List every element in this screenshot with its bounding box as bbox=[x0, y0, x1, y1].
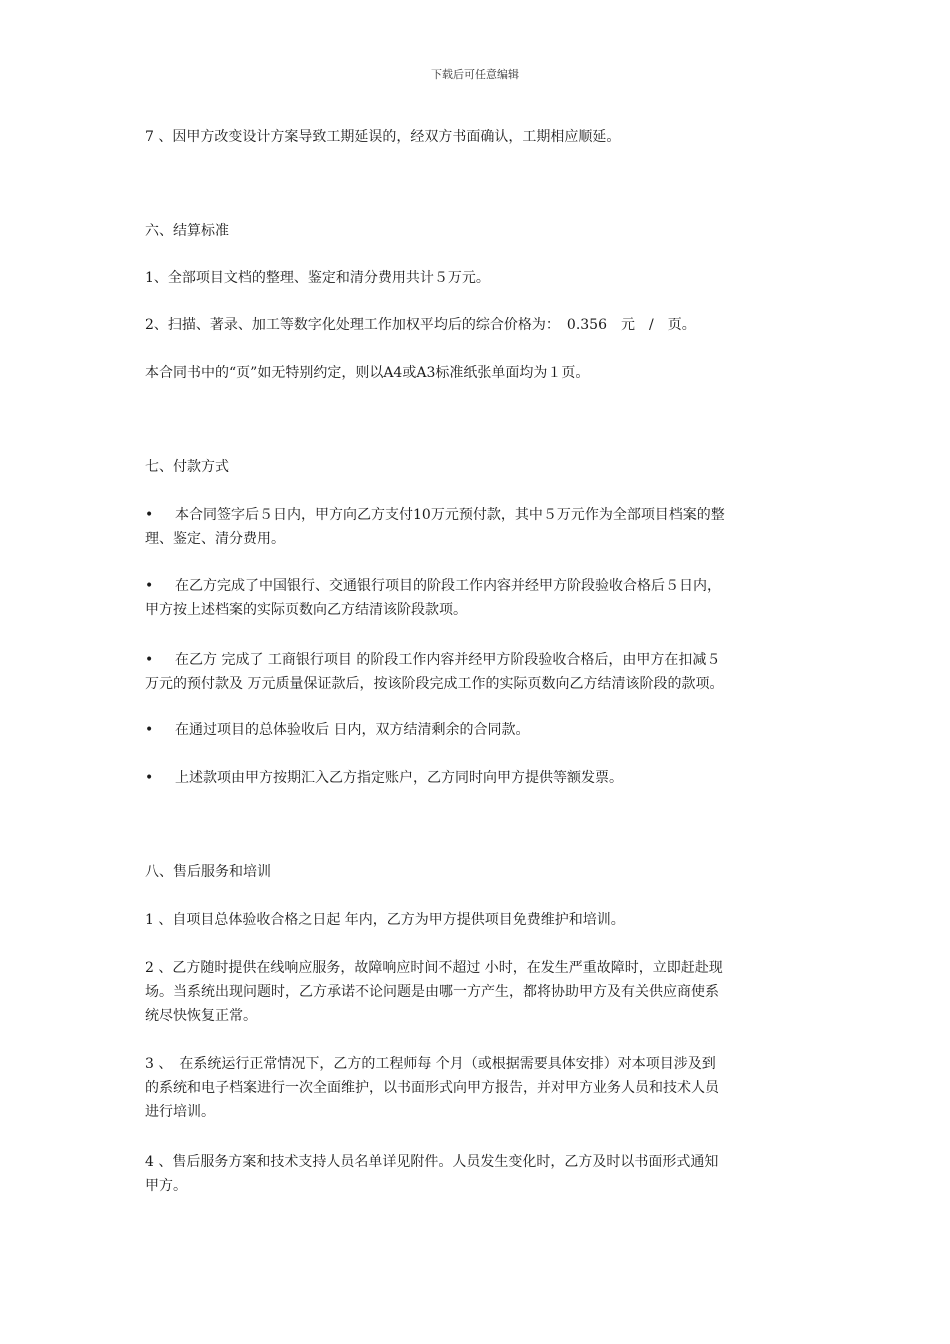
clause-8-2-line-2: 场。当系统出现问题时，乙方承诺不论问题是由哪一方产生，都将协助甲方及有关供应商使系 bbox=[145, 984, 719, 1000]
bullet-icon: • bbox=[145, 770, 154, 786]
clause-8-3-line-2: 的系统和电子档案进行一次全面维护，以书面形式向甲方报告，并对甲方业务人员和技术人员 bbox=[145, 1080, 719, 1096]
bullet-icon: • bbox=[145, 652, 154, 668]
clause-8-4-line-1: 4 、售后服务方案和技术支持人员名单详见附件。人员发生变化时，乙方及时以书面形式通知 bbox=[145, 1154, 719, 1170]
payment-item-1: • 本合同签字后５日内，甲方向乙方支付10万元预付款，其中５万元作为全部项目档案的整 理、鉴定、清分费用。 bbox=[145, 503, 810, 551]
bullet-icon: • bbox=[145, 722, 154, 738]
section-6-title: 六、结算标准 bbox=[145, 223, 229, 239]
clause-6-note: 本合同书中的“页”如无特别约定，则以A4或A3标准纸张单面均为１页。 bbox=[145, 365, 590, 381]
clause-8-3-line-1: 3 、 在系统运行正常情况下，乙方的工程师每 个月（或根据需要具体安排）对本项目涉及到 bbox=[145, 1056, 716, 1072]
clause-5-7: 7 、因甲方改变设计方案导致工期延误的，经双方书面确认，工期相应顺延。 bbox=[145, 129, 621, 145]
bullet-icon: • bbox=[145, 578, 154, 594]
clause-8-4-line-2: 甲方。 bbox=[145, 1178, 187, 1194]
clause-8-3-line-3: 进行培训。 bbox=[145, 1104, 215, 1120]
payment-item-2: • 在乙方完成了中国银行、交通银行项目的阶段工作内容并经甲方阶段验收合格后５日内， 甲方按上述档案的实际页数向乙方结清该阶段款项。 bbox=[145, 574, 810, 622]
bullet-icon: • bbox=[145, 507, 154, 523]
payment-item-3: • 在乙方 完成了 工商银行项目 的阶段工作内容并经甲方阶段验收合格后，由甲方在扣减５ 万元的预付款及 万元质量保证款后，按该阶段完成工作的实际页数向乙方结清该阶段的款项。 bbox=[145, 648, 810, 696]
clause-8-2-line-1: 2 、乙方随时提供在线响应服务，故障响应时间不超过 小时，在发生严重故障时，立即赶赴现 bbox=[145, 960, 723, 976]
clause-6-1: 1、全部项目文档的整理、鉴定和清分费用共计５万元。 bbox=[145, 270, 490, 286]
page-header: 下载后可任意编辑 bbox=[431, 68, 519, 81]
clause-8-1: 1 、自项目总体验收合格之日起 年内，乙方为甲方提供项目免费维护和培训。 bbox=[145, 912, 625, 928]
payment-item-5: • 上述款项由甲方按期汇入乙方指定账户，乙方同时向甲方提供等额发票。 bbox=[145, 766, 810, 790]
clause-8-2-line-3: 统尽快恢复正常。 bbox=[145, 1008, 257, 1024]
section-7-title: 七、付款方式 bbox=[145, 459, 229, 475]
clause-6-2: 2、扫描、著录、加工等数字化处理工作加权平均后的综合价格为： 0.356 元 / 页。 bbox=[145, 317, 696, 333]
payment-item-4: • 在通过项目的总体验收后 日内，双方结清剩余的合同款。 bbox=[145, 718, 810, 742]
section-8-title: 八、售后服务和培训 bbox=[145, 864, 271, 880]
